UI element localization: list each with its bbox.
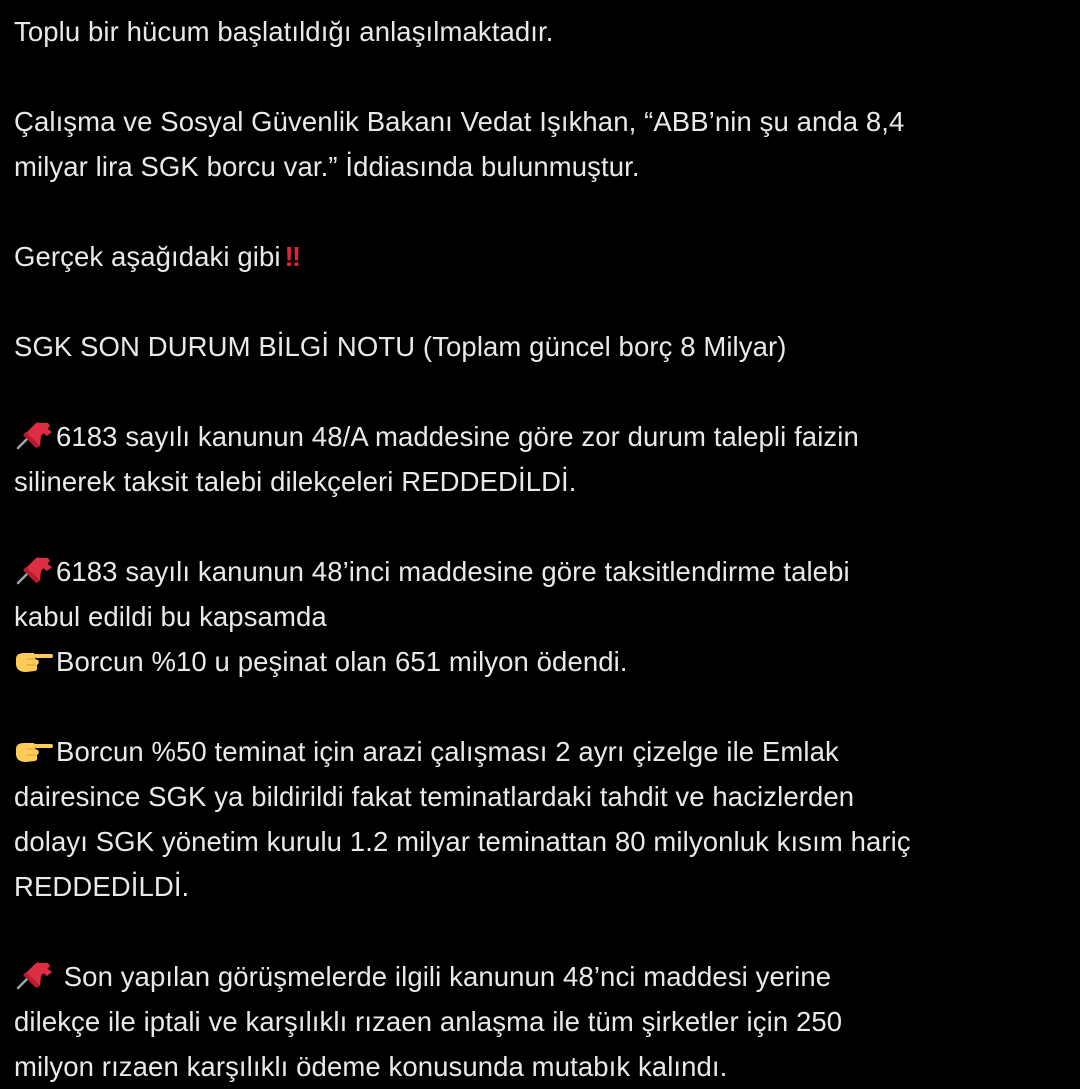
text-line: REDDEDİLDİ. <box>14 871 190 902</box>
text-line-with-emoji <box>14 414 1080 459</box>
text-segment: 6183 sayılı kanunun 48/A maddesine göre zor durum talepli faizin <box>56 421 859 452</box>
text-line: Çalışma ve Sosyal Güvenlik Bakanı Vedat Işıkhan, “ABB’nin şu anda 8,4 <box>14 106 905 137</box>
paragraph-gap <box>14 504 1080 549</box>
paragraph-gap <box>14 279 1080 324</box>
double-exclamation-icon: ‼ <box>284 241 300 272</box>
paragraph-gap <box>14 909 1080 954</box>
text-line: dilekçe ile iptali ve karşılıklı rızaen anlaşma ile tüm şirketler için 250 <box>14 1006 843 1037</box>
text-line-with-emoji <box>14 729 1080 774</box>
text-segment: Gerçek aşağıdaki gibi <box>14 241 281 272</box>
text-line: kabul edildi bu kapsamda <box>14 601 327 632</box>
pushpin-icon <box>14 960 54 990</box>
text-segment: Borcun %10 u peşinat olan 651 milyon ödendi. <box>56 646 628 677</box>
pushpin-icon <box>14 555 54 585</box>
text-line-with-emoji <box>14 639 1080 684</box>
text-line: dairesince SGK ya bildirildi fakat teminatlardaki tahdit ve hacizlerden <box>14 781 855 812</box>
text-line: dolayı SGK yönetim kurulu 1.2 milyar teminattan 80 milyonluk kısım hariç <box>14 826 911 857</box>
text-line: Toplu bir hücum başlatıldığı anlaşılmaktadır. <box>14 16 554 47</box>
text-line-with-emoji <box>14 234 1080 279</box>
paragraph-gap <box>14 54 1080 99</box>
text-segment: Son yapılan görüşmelerde ilgili kanunun 48’nci maddesi yerine <box>56 961 832 992</box>
post-text <box>14 9 1080 1089</box>
backhand-index-pointing-right-icon <box>14 735 54 765</box>
text-line-with-emoji <box>14 549 1080 594</box>
text-line: SGK SON DURUM BİLGİ NOTU (Toplam güncel borç 8 Milyar) <box>14 331 787 362</box>
paragraph-gap <box>14 369 1080 414</box>
text-line: milyon rızaen karşılıklı ödeme konusunda mutabık kalındı. <box>14 1051 728 1082</box>
text-segment: Borcun %50 teminat için arazi çalışması 2 ayrı çizelge ile Emlak <box>56 736 839 767</box>
pushpin-icon <box>14 420 54 450</box>
text-line: milyar lira SGK borcu var.” İddiasında bulunmuştur. <box>14 151 640 182</box>
text-segment: 6183 sayılı kanunun 48’inci maddesine göre taksitlendirme talebi <box>56 556 850 587</box>
backhand-index-pointing-right-icon <box>14 645 54 675</box>
text-line-with-emoji <box>14 954 1080 999</box>
paragraph-gap <box>14 189 1080 234</box>
paragraph-gap <box>14 684 1080 729</box>
text-line: silinerek taksit talebi dilekçeleri REDDEDİLDİ. <box>14 466 577 497</box>
